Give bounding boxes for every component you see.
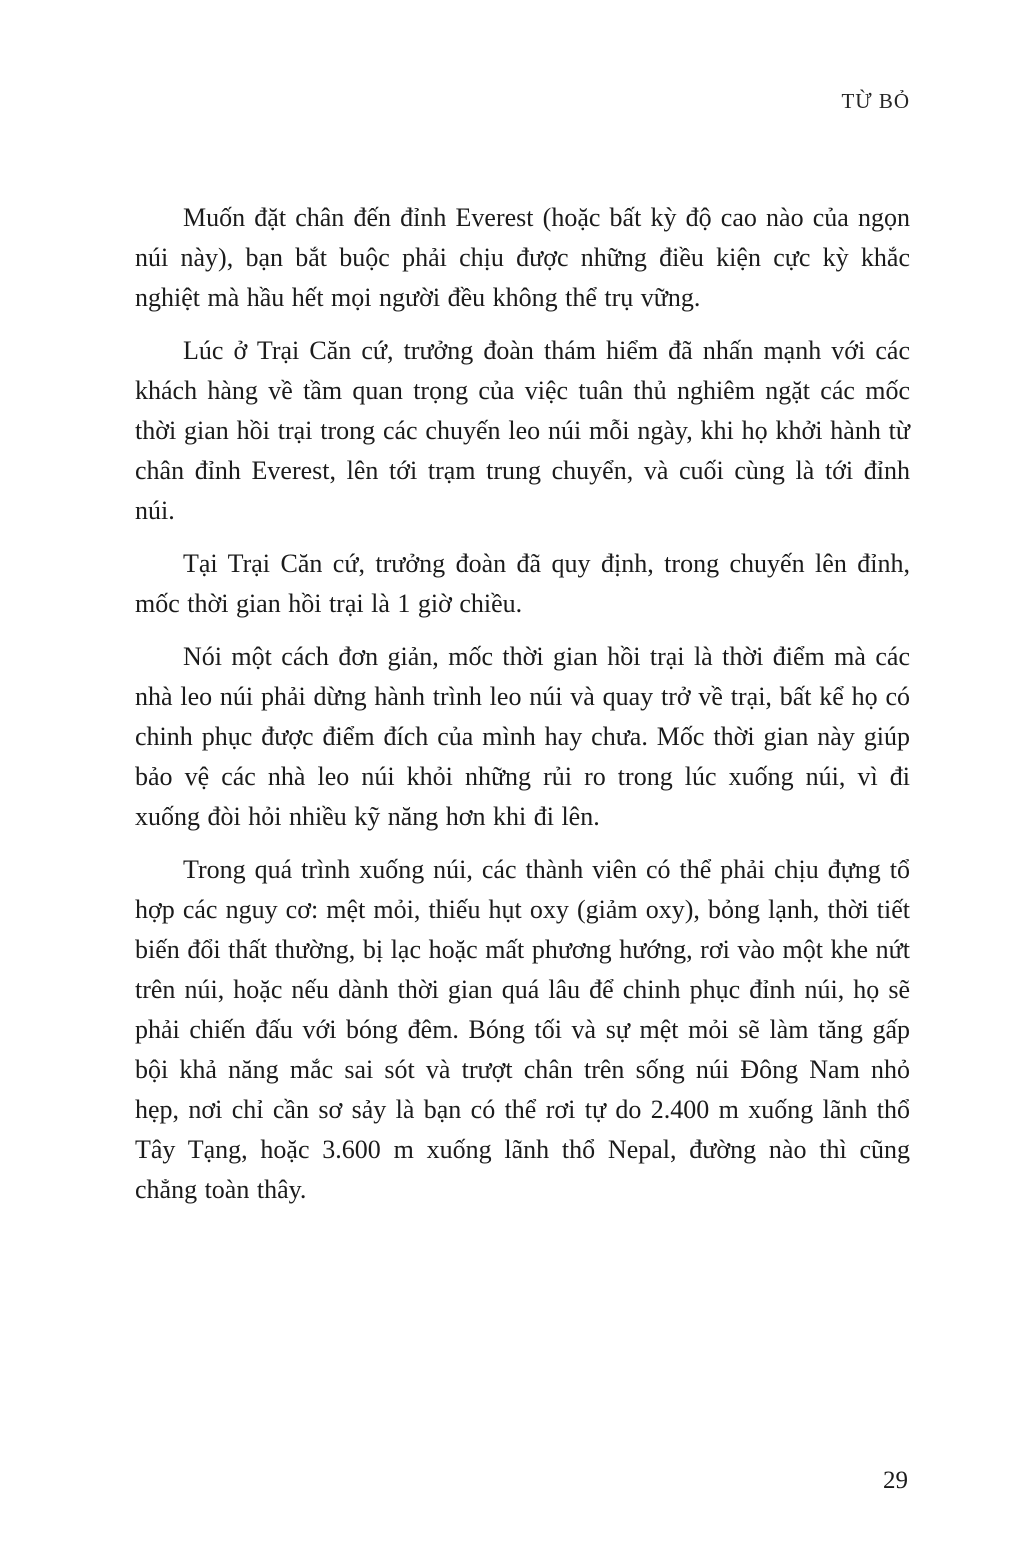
paragraph: Lúc ở Trại Căn cứ, trưởng đoàn thám hiểm đã nhấn mạnh với các khách hàng về tầm quan trọng của việc tuân thủ nghiêm ngặt các mốc thời gian hồi trại trong các chuyến leo núi mỗi ngày, khi họ khởi hành từ chân đỉnh Everest, lên tới trạm trung chuyển, và cuối cùng là tới đỉnh núi.	[135, 336, 910, 525]
page-body-text	[135, 198, 910, 1223]
paragraph: Tại Trại Căn cứ, trưởng đoàn đã quy định, trong chuyến lên đỉnh, mốc thời gian hồi trại là 1 giờ chiều.	[135, 549, 910, 618]
paragraph: Nói một cách đơn giản, mốc thời gian hồi trại là thời điểm mà các nhà leo núi phải dừng hành trình leo núi và quay trở về trại, bất kể họ có chinh phục được điểm đích của mình hay chưa. Mốc thời gian này giúp bảo vệ các nhà leo núi khỏi những rủi ro trong lúc xuống núi, vì đi xuống đòi hỏi nhiều kỹ năng hơn khi đi lên.	[135, 642, 910, 831]
page-number: 29	[883, 1467, 908, 1494]
running-header: TỪ BỎ	[841, 89, 910, 113]
paragraph: Trong quá trình xuống núi, các thành viên có thể phải chịu đựng tổ hợp các nguy cơ: mệt mỏi, thiếu hụt oxy (giảm oxy), bỏng lạnh, thời tiết biến đổi thất thường, bị lạc hoặc mất phương hướng, rơi vào một khe nứt trên núi, hoặc nếu dành thời gian quá lâu để chinh phục đỉnh núi, họ sẽ phải chiến đấu với bóng đêm. Bóng tối và sự mệt mỏi sẽ làm tăng gấp bội khả năng mắc sai sót và trượt chân trên sống núi Đông Nam nhỏ hẹp, nơi chỉ cần sơ sảy là bạn có thể rơi tự do 2.400 m xuống lãnh thổ Tây Tạng, hoặc 3.600 m xuống lãnh thổ Nepal, đường nào thì cũng chẳng toàn thây.	[135, 855, 910, 1204]
paragraph: Muốn đặt chân đến đỉnh Everest (hoặc bất kỳ độ cao nào của ngọn núi này), bạn bắt buộc phải chịu được những điều kiện cực kỳ khắc nghiệt mà hầu hết mọi người đều không thể trụ vững.	[135, 203, 910, 312]
